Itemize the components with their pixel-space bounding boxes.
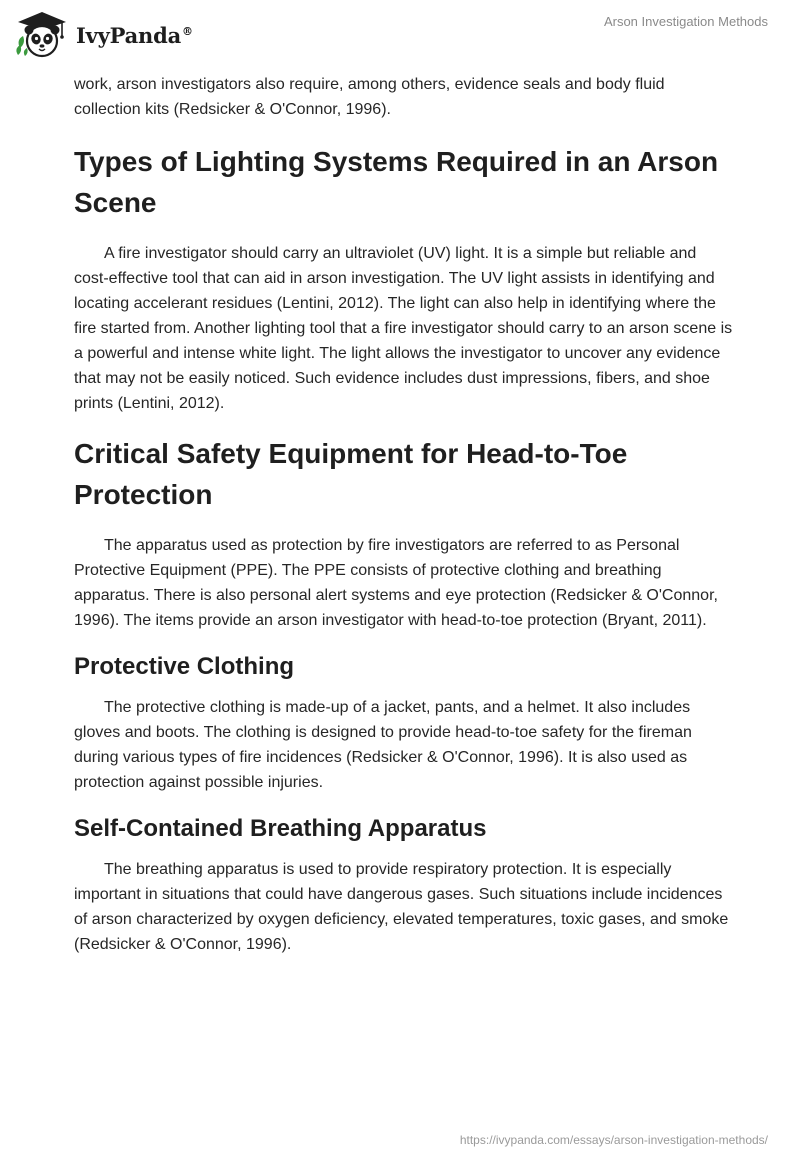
section-heading-safety-equipment: Critical Safety Equipment for Head-to-Toe Protection: [74, 438, 628, 510]
section-heading-lighting: Types of Lighting Systems Required in an Arson Scene: [74, 146, 719, 218]
essay-content: [74, 72, 734, 957]
section-paragraph-breathing-apparatus: The breathing apparatus is used to provide respiratory protection. It is especially important in situations that could have dangerous gases. Such situations include incidences of arson characterized by oxygen deficiency, elevated temperatures, toxic gases, and smoke (Redsicker & O'Connor, 1996).: [74, 861, 729, 953]
ivypanda-logo[interactable]: [14, 8, 193, 60]
page-header: [0, 0, 800, 70]
intro-paragraph: work, arson investigators also require, among others, evidence seals and body fluid collection kits (Redsicker & O'Connor, 1996).: [74, 76, 665, 118]
logo-wordmark: IvyPanda®: [76, 22, 193, 48]
section-heading-protective-clothing: Protective Clothing: [74, 653, 295, 680]
panda-graduate-icon: [14, 8, 70, 60]
section-paragraph-lighting: A fire investigator should carry an ultraviolet (UV) light. It is a simple but reliable and cost-effective tool that can aid in arson investigation. The UV light assists in identifying and locating accelerant residues (Lentini, 2012). The light can also help in identifying where the fire started from. Another lighting tool that a fire investigator should carry to an arson scene is a powerful and intense white light. The light allows the investigator to uncover any evidence that may not be easily noticed. Such evidence includes dust impressions, fibers, and shoe prints (Lentini, 2012).: [74, 245, 733, 412]
section-paragraph-safety-equipment: The apparatus used as protection by fire investigators are referred to as Personal Protective Equipment (PPE). The PPE consists of protective clothing and breathing apparatus. There is also personal alert systems and eye protection (Redsicker & O'Connor, 1996). The items provide an arson investigator with head-to-toe protection (Bryant, 2011).: [74, 537, 718, 629]
section-heading-breathing-apparatus: Self-Contained Breathing Apparatus: [74, 815, 487, 842]
document-title: Arson Investigation Methods: [603, 14, 768, 29]
section-paragraph-protective-clothing: The protective clothing is made-up of a jacket, pants, and a helmet. It also includes gloves and boots. The clothing is designed to provide head-to-toe safety for the fireman during various types of fire incidences (Redsicker & O'Connor, 1996). It is also used as protection against possible injuries.: [74, 699, 692, 791]
source-url[interactable]: https://ivypanda.com/essays/arson-investigation-methods/: [459, 1133, 768, 1147]
